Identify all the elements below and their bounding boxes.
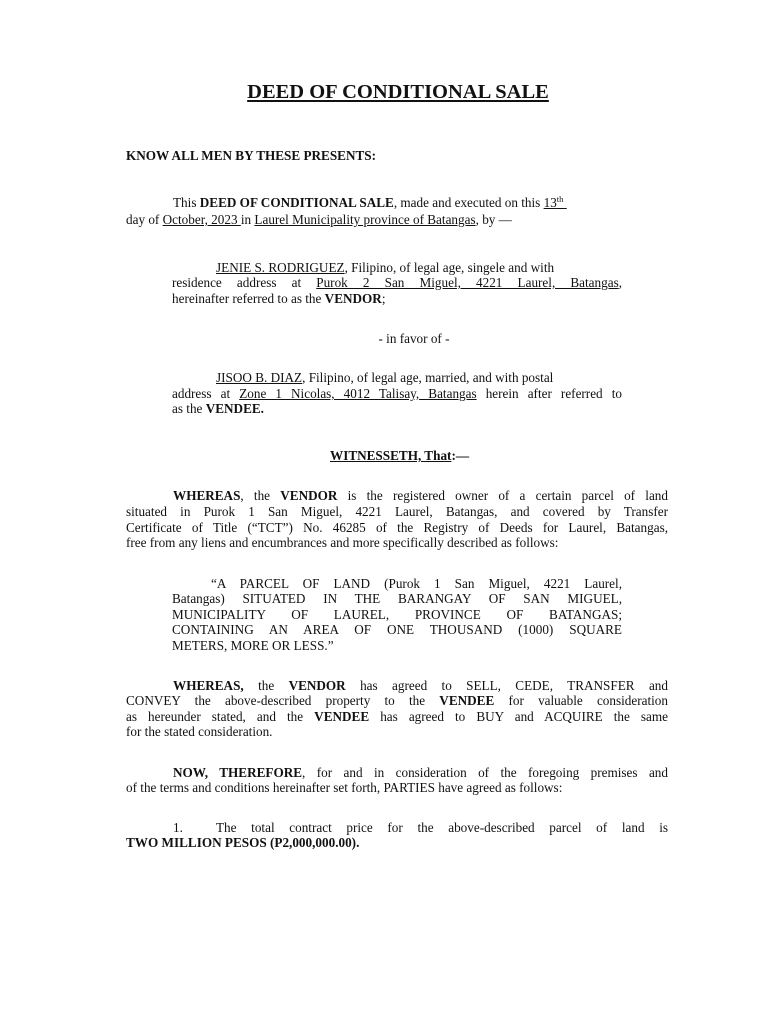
whereas-1-line-1: WHEREAS, the VENDOR is the registered owner of a certain parcel of land — [173, 488, 668, 503]
execution-place: Laurel Municipality province of Batangas — [254, 212, 476, 227]
vendor-line-1: JENIE S. RODRIGUEZ, Filipino, of legal age, singele and with — [216, 260, 555, 275]
vendor-name: JENIE S. RODRIGUEZ — [216, 260, 345, 275]
opening-line-2: day of October, 2023 in Laurel Municipality province of Batangas, by — — [126, 212, 512, 227]
vendee-line-2: address at Zone 1 Nicolas, 4012 Talisay, Batangas herein after referred to — [172, 386, 622, 401]
item-1-line-2: TWO MILLION PESOS (P2,000,000.00). — [126, 835, 360, 850]
whereas-1-line-4: free from any liens and encumbrances and more specifically described as follows: — [126, 535, 559, 550]
vendee-name: JISOO B. DIAZ — [216, 370, 303, 385]
item-1-line-1: The total contract price for the above-described parcel of land is — [216, 820, 668, 835]
now-therefore-line-1: NOW, THEREFORE, for and in consideration of the foregoing premises and — [173, 765, 668, 780]
contract-price: TWO MILLION PESOS (P2,000,000.00) — [126, 835, 357, 850]
now-therefore-line-2: of the terms and conditions hereinafter set forth, PARTIES have agreed as follows: — [126, 780, 563, 795]
whereas-2-line-3: as hereunder stated, and the VENDEE has agreed to BUY and ACQUIRE the same — [126, 709, 668, 724]
execution-day: 13th — [543, 194, 564, 210]
opening-line-1: This DEED OF CONDITIONAL SALE, made and executed on this 13th — [173, 195, 567, 211]
whereas-1-line-3: Certificate of Title (“TCT”) No. 46285 of the Registry of Deeds for Laurel, Batangas, — [126, 520, 668, 535]
vendee-line-1: JISOO B. DIAZ, Filipino, of legal age, married, and with postal — [216, 370, 554, 385]
property-description-line-5: METERS, MORE OR LESS.” — [172, 638, 334, 653]
intro-heading: KNOW ALL MEN BY THESE PRESENTS: — [126, 148, 377, 163]
witnesseth-heading: WITNESSETH, That:— — [330, 448, 470, 463]
property-description-line-1: “A PARCEL OF LAND (Purok 1 San Miguel, 4221 Laurel, — [211, 576, 622, 591]
vendor-address: Purok 2 San Miguel, 4221 Laurel, Batangas — [316, 275, 619, 290]
whereas-1-line-2: situated in Purok 1 San Miguel, 4221 Laurel, Batangas, and covered by Transfer — [126, 504, 668, 519]
property-description-line-3: MUNICIPALITY OF LAUREL, PROVINCE OF BATANGAS; — [172, 607, 622, 622]
in-favor-of: - in favor of - — [378, 331, 450, 346]
vendor-line-3: hereinafter referred to as the VENDOR; — [172, 291, 386, 306]
document-title: DEED OF CONDITIONAL SALE — [247, 81, 549, 103]
execution-date: October, 2023 — [162, 212, 241, 227]
vendee-role: VENDEE. — [205, 401, 264, 416]
property-description-line-2: Batangas) SITUATED IN THE BARANGAY OF SAN MIGUEL, — [172, 591, 622, 606]
whereas-2-line-1: WHEREAS, the VENDOR has agreed to SELL, CEDE, TRANSFER and — [173, 678, 668, 693]
property-description-line-4: CONTAINING AN AREA OF ONE THOUSAND (1000) SQUARE — [172, 622, 622, 637]
item-1-number: 1. — [173, 820, 183, 835]
vendor-line-2: residence address at Purok 2 San Miguel, 4221 Laurel, Batangas, — [172, 275, 623, 290]
vendor-role: VENDOR — [324, 291, 382, 306]
vendee-line-3: as the VENDEE. — [172, 401, 264, 416]
vendee-address: Zone 1 Nicolas, 4012 Talisay, Batangas — [239, 386, 477, 401]
whereas-2-line-2: CONVEY the above-described property to the VENDEE for valuable consideration — [126, 693, 668, 708]
whereas-2-line-4: for the stated consideration. — [126, 724, 273, 739]
